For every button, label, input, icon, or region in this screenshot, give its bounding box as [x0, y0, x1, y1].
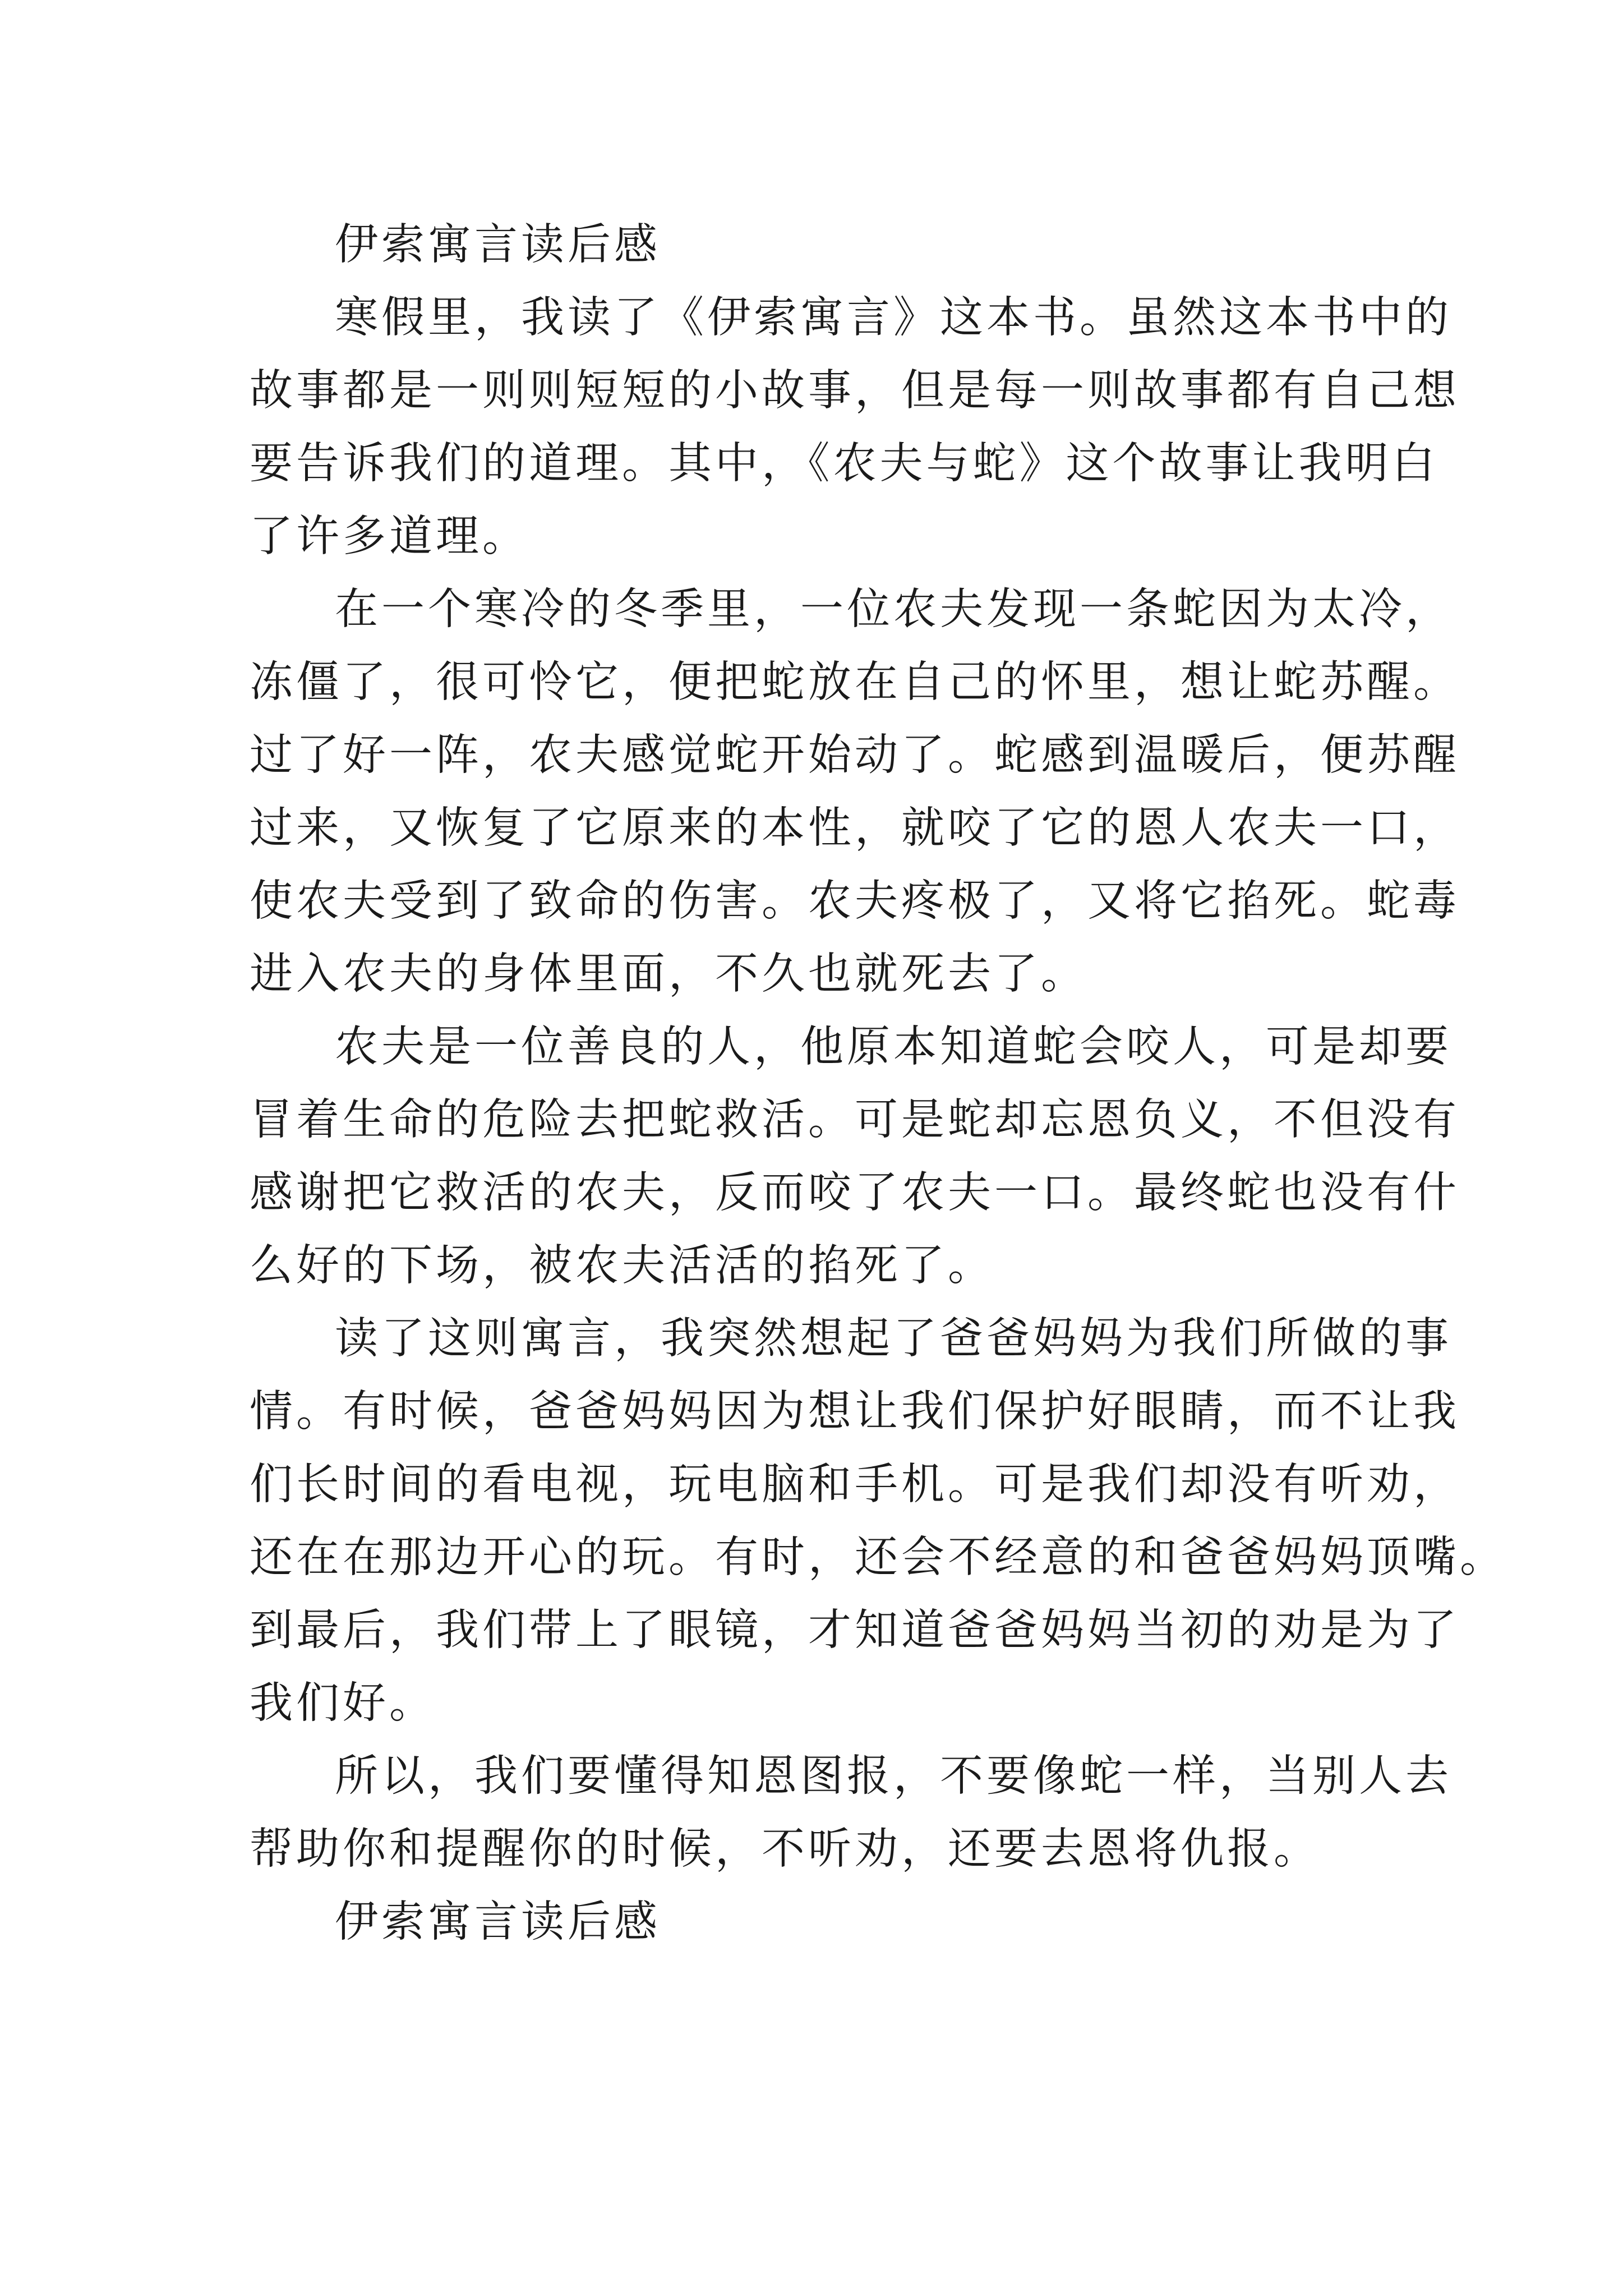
paragraph-line: 感谢把它救活的农夫，反而咬了农夫一口。最终蛇也没有什 [250, 1168, 1460, 1218]
paragraph-line: 农夫是一位善良的人，他原本知道蛇会咬人，可是却要 [335, 1022, 1452, 1072]
paragraph-line: 过来，又恢复了它原来的本性，就咬了它的恩人农夫一口， [250, 803, 1460, 853]
paragraph-2 [250, 573, 1460, 1011]
footer-title: 伊索寓言读后感 [335, 1897, 661, 1947]
paragraph-line: 帮助你和提醒你的时候，不听劝，还要去恩将仇报。 [250, 1824, 1320, 1874]
paragraph-3 [250, 1011, 1460, 1303]
paragraph-line: 使农夫受到了致命的伤害。农夫疼极了，又将它掐死。蛇毒 [250, 876, 1460, 926]
paragraph-line: 了许多道理。 [250, 512, 529, 562]
paragraph-line: 情。有时候，爸爸妈妈因为想让我们保护好眼睛，而不让我 [250, 1387, 1460, 1437]
document-body [250, 209, 1506, 1959]
paragraph-line: 还在在那边开心的玩。有时，还会不经意的和爸爸妈妈顶嘴。 [250, 1533, 1506, 1582]
paragraph-5 [250, 1740, 1452, 1886]
paragraph-line: 我们好。 [250, 1678, 436, 1728]
paragraph-line: 在一个寒冷的冬季里，一位农夫发现一条蛇因为太冷， [335, 585, 1452, 634]
paragraph-line: 要告诉我们的道理。其中，《农夫与蛇》这个故事让我明白 [250, 439, 1438, 489]
paragraph-line: 读了这则寓言，我突然想起了爸爸妈妈为我们所做的事 [335, 1314, 1452, 1364]
essay-title: 伊索寓言读后感 [335, 220, 661, 270]
paragraph-line: 寒假里，我读了《伊索寓言》这本书。虽然这本书中的 [335, 293, 1452, 343]
paragraph-line: 故事都是一则则短短的小故事，但是每一则故事都有自己想 [250, 366, 1460, 416]
paragraph-4 [250, 1303, 1506, 1740]
paragraph-1 [250, 282, 1460, 573]
paragraph-line: 到最后，我们带上了眼镜，才知道爸爸妈妈当初的劝是为了 [250, 1605, 1460, 1655]
paragraph-line: 过了好一阵，农夫感觉蛇开始动了。蛇感到温暖后，便苏醒 [250, 730, 1460, 780]
paragraph-line: 所以，我们要懂得知恩图报，不要像蛇一样，当别人去 [335, 1751, 1452, 1801]
paragraph-line: 进入农夫的身体里面，不久也就死去了。 [250, 949, 1087, 999]
paragraph-line: 们长时间的看电视，玩电脑和手机。可是我们却没有听劝， [250, 1460, 1460, 1510]
paragraph-line: 么好的下场，被农夫活活的掐死了。 [250, 1241, 994, 1291]
paragraph-line: 冒着生命的危险去把蛇救活。可是蛇却忘恩负义，不但没有 [250, 1095, 1460, 1145]
paragraph-line: 冻僵了，很可怜它，便把蛇放在自己的怀里，想让蛇苏醒。 [250, 657, 1460, 707]
